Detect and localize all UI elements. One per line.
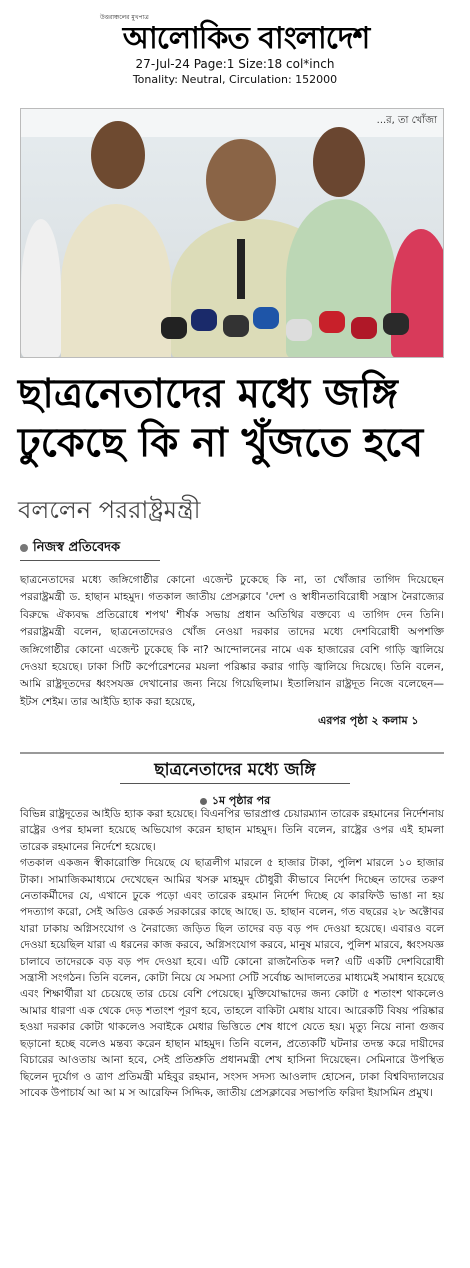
byline [20,538,460,559]
article-body: ছাত্রনেতাদের মধ্যে জঙ্গিগোষ্ঠীর কোনো এজেন্ট ঢুকেছে কি না, তা খোঁজার তাগিদ দিয়েছেন পররাষ্ট্রমন্ত্রী ড. হাছান মাহমুদ। গতকাল জাতীয় প্রেসক্লাবে 'দেশ ও স্বাধীনতাবিরোধী সন্ত্রাস নৈরাজ্যের বিরুদ্ধে ঐক্যবদ্ধ প্রতিরোধে শপথ' শীর্ষক সভায় প্রধান অতিথির বক্তব্যে এ তাগিদ দেন তিনি। পররাষ্ট্রমন্ত্রী বলেন, ছাত্রনেতাদেরও খোঁজ নেওয়া দরকার তাদের মধ্যে দেশবিরোধী অপশক্তি জঙ্গিগোষ্ঠীর কোনো এজেন্ট ঢুকেছে কি না? আন্দোলনের নামে এক হাজারের বেশি গাড়ি জ্বালিয়ে দেওয়া হয়েছে। ঢাকা সিটি কর্পোরেশনের ময়লা পরিষ্কার করার গাড়ি জ্বালিয়ে দিয়েছে। তিনি বলেন, আমি রাষ্ট্রদূতদের ধ্বংসযজ্ঞ দেখানোর জন্য নিয়ে গিয়েছিলাম। ইতালিয়ান রাষ্ট্রদূত নিজে বলেছেন— ইটস শেইম। তার আইডি হ্যাক করা হয়েছে, [20,574,444,708]
photo-head-left [91,121,145,189]
continuation-paragraph: বিভিন্ন রাষ্ট্রদূতের আইডি হ্যাক করা হয়েছে। বিএনপির ভারপ্রাপ্ত চেয়ারম্যান তারেক রহমানের নির্দেশনায় রাষ্ট্রের ওপর হামলা হয়েছে অভিযোগ করেন হাছান মাহমুদ। তিনি বলেন, রাষ্ট্রের ওপর এই হামলা তারেক রহমানের নির্দেশে হয়েছে। [20,808,444,853]
masthead-tagline: উত্তরাঞ্চলের মুখপাত্র [100,14,149,21]
photo-head-speaker [206,139,276,221]
continued-on-note: এরপর পৃষ্ঠা ২ কলাম ১ [318,714,419,727]
bullet-icon [200,798,207,805]
photo-backdrop-banner: ...র, তা খোঁজা [21,109,443,137]
photo-head-right [313,127,365,197]
continuation-paragraph: গতকাল একজন স্বীকারোক্তি দিয়েছে যে ছাত্রলীগ মারলে ৫ হাজার টাকা, পুলিশ মারলে ১০ হাজার টাকা। সামাজিকমাধ্যমে দেখেছেন আমির খসরু মাহমুদ চৌধুরী কীভাবে নির্দেশ দিচ্ছেন তাদের তরুণ নেতাকর্মীদের যে, এখানে ঢুকে পড়ো এবং তারেক রহমান নির্দেশ দিচ্ছে যে কারফিউ ভাঙা না হয় পদত্যাগ করো, সেই অডিও রেকর্ড সরকারের কাছে আছে। ড. হাছান বলেন, গত বছরের ২৮ অক্টোবর যারা ঢাকায় অগ্নিসংযোগ ও নৈরাজ্যে জড়িত ছিল তাদের বড় বড় পদ দেওয়া হয়েছে। এবারও বলে দেওয়া হয়েছিল যারা এ ধরনের কাজ করবে, অগ্নিসংযোগ করবে, মানুষ মারবে, পুলিশ মারবে, ধ্বংসযজ্ঞ চালাবে তাদেরকে বড় বড় পদ দেওয়া হবে। এটি কোনো রাজনৈতিক দল? এটি একটি দেশবিরোধী সন্ত্রাসী সংগঠন। তিনি বলেন, কোটা নিয়ে যে সমস্যা সেটি সর্বোচ্চ আদালতের মাধ্যমেই সমাধান হয়েছে এবং শিক্ষার্থীরা যা চেয়েছে তার চেয়ে বেশি পেয়েছে। মুক্তিযোদ্ধাদের জন্য কোটা ৫ শতাংশ থাকলেও আমার ধারণা এক থেকে দেড় শতাংশ পূরণ হবে, তাহলে বাকিটা মেধায় যাবে। আরেকটি বিষয় পরিষ্কার হওয়া দরকার কোটা থাকলেও সবাইকে মেধার ভিত্তিতে শেষ ধাপে যেতে হয়। মৃত্যু নিয়ে নানা গুজব ছড়ানো হচ্ছে বলেও মন্তব্য করেন হাছান মাহমুদ। তিনি বলেন, প্রত্যেকটি ঘটনার তদন্ত করে দায়ীদের বিচারের আওতায় আনা হবে, সেই প্রতিশ্রুতি প্রধানমন্ত্রী শেখ হাসিনা দিয়েছেন। সেমিনারে উপস্থিত ছিলেন দুর্যোগ ও ত্রাণ প্রতিমন্ত্রী মহিবুর রহমান, সংসদ সদস্য আওলাদ হোসেন, ঢাকা বিশ্ববিদ্যালয়ের সাবেক উপাচার্য আ আ ম স আরেফিন সিদ্দিক, জাতীয় প্রেসক্লাবের সভাপতি ফরিদা ইয়াসমিন প্রমুখ। [20,857,444,1099]
microphone-icon [161,317,187,339]
microphone-icon [286,319,312,341]
microphone-icon [319,311,345,333]
microphone-stand [237,239,245,299]
byline-divider [20,560,160,561]
newspaper-logo: আলোকিত বাংলাদেশ [122,21,370,56]
microphone-icon [223,315,249,337]
continued-from-text: ১ম পৃষ্ঠার পর [211,794,271,807]
clipping-meta-tonality: Tonality: Neutral, Circulation: 152000 [132,73,338,86]
microphone-icon [351,317,377,339]
bullet-icon [20,544,28,552]
news-photo [20,108,444,358]
photo-person-far-left [21,219,61,358]
continuation-body [20,806,444,1101]
microphone-icon [253,307,279,329]
byline-text: নিজস্ব প্রতিবেদক [33,540,121,555]
headline-line-1: ছাত্রনেতাদের মধ্যে জঙ্গি [18,371,398,417]
subheadline: বললেন পররাষ্ট্রমন্ত্রী [18,496,201,524]
microphone-cluster [141,297,443,357]
headline-line-2: ঢুকেছে কি না খুঁজতে হবে [18,420,424,466]
microphone-icon [383,313,409,335]
clipping-meta-date-page: 27-Jul-24 Page:1 Size:18 col*inch [135,57,335,71]
microphone-icon [191,309,217,331]
continuation-divider [120,783,350,784]
continuation-headline: ছাত্রনেতাদের মধ্যে জঙ্গি [154,760,316,780]
